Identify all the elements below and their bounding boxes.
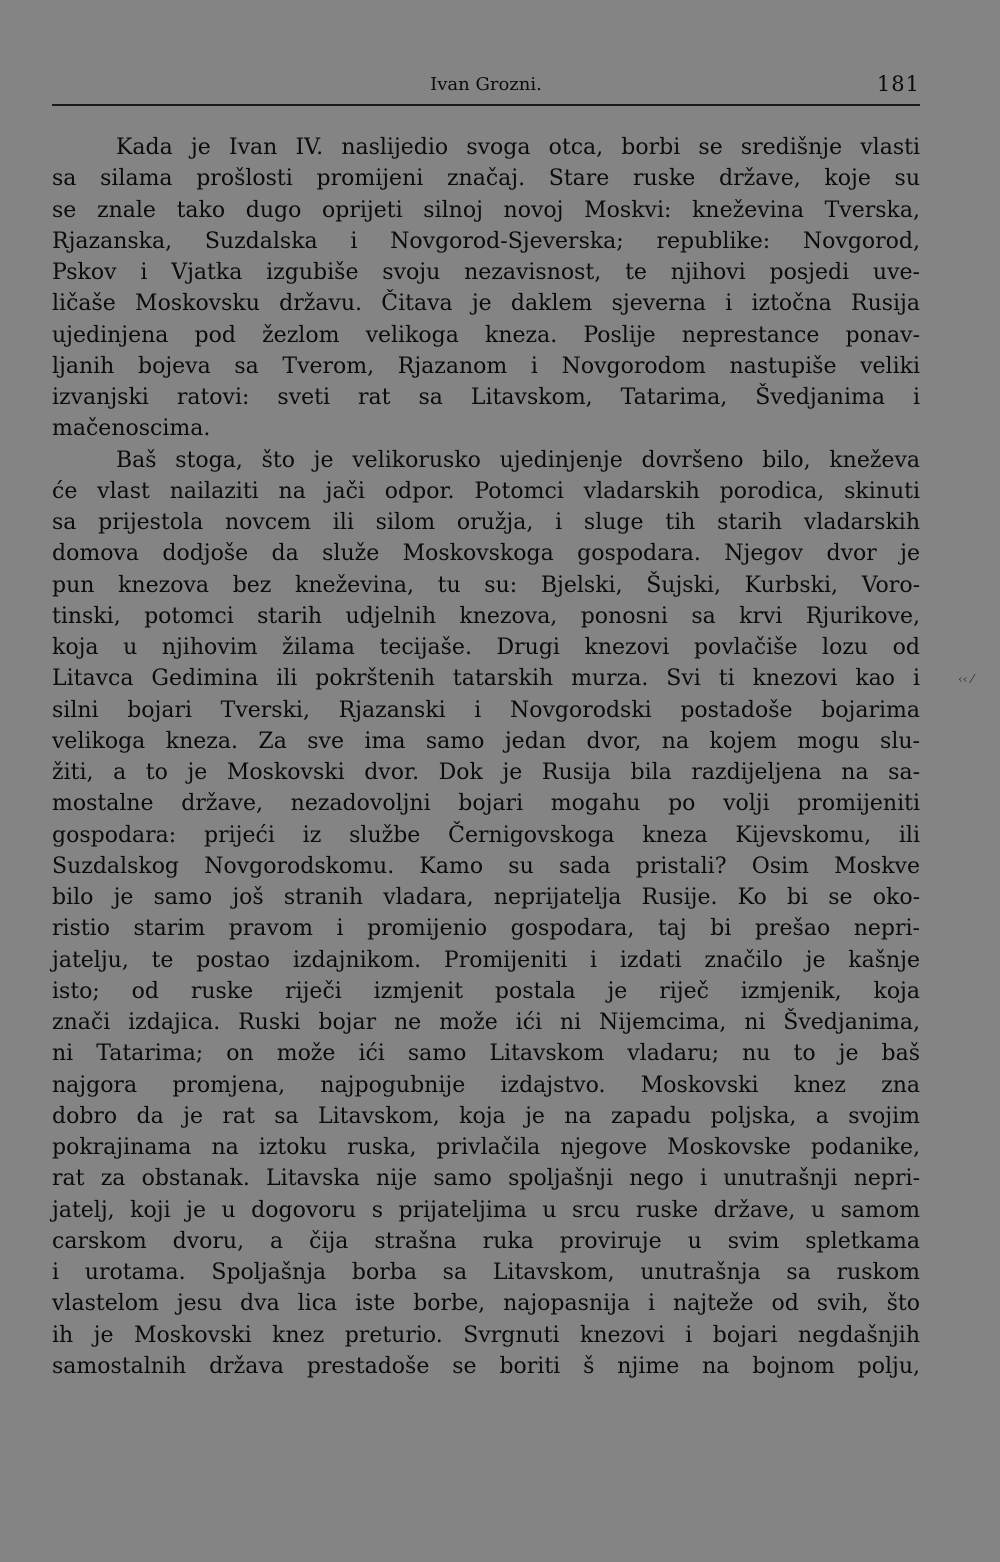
text-line: Suzdalskog Novgorodskomu. Kamo su sada pristali? Osim Moskve <box>52 853 920 879</box>
text-line: jatelju, te postao izdajnikom. Promijeniti i izdati značilo je kašnje <box>52 947 920 973</box>
text-line: isto; od ruske riječi izmjenit postala je riječ izmjenik, koja <box>52 978 920 1004</box>
margin-note: ‹‹ ⁄ <box>958 672 974 686</box>
text-line: ljanih bojeva sa Tverom, Rjazanom i Novgorodom nastupiše veliki <box>52 353 920 379</box>
text-line: bilo je samo još stranih vladara, neprijatelja Rusije. Ko bi se oko- <box>52 885 920 910</box>
text-line: rat za obstanak. Litavska nije samo spoljašnji nego i unutrašnji nepri- <box>52 1166 920 1192</box>
page-header <box>52 66 920 106</box>
text-line: će vlast nailaziti na jači odpor. Potomci vladarskih porodica, skinuti <box>52 478 920 504</box>
text-line: jatelj, koji je u dogovoru s prijateljima u srcu ruske države, u samom <box>52 1197 920 1223</box>
text-line: znači izdajica. Ruski bojar ne može ići ni Nijemcima, ni Švedjanima, <box>52 1010 920 1035</box>
text-line: ristio starim pravom i promijenio gospodara, taj bi prešao nepri- <box>52 916 920 942</box>
text-line: sa silama prošlosti promijeni značaj. Stare ruske države, koje su <box>52 166 920 192</box>
text-line: Litavca Gedimina ili pokrštenih tatarskih murza. Svi ti knezovi kao i <box>52 666 920 692</box>
text-line: Rjazanska, Suzdalska i Novgorod-Sjeverska; republike: Novgorod, <box>52 228 920 254</box>
text-line: silni bojari Tverski, Rjazanski i Novgorodski postadoše bojarima <box>52 697 920 723</box>
text-line: dobro da je rat sa Litavskom, koja je na zapadu poljska, a svojim <box>52 1103 920 1129</box>
text-line: vlastelom jesu dva lica iste borbe, najopasnija i najteže od svih, što <box>52 1291 920 1317</box>
page-number: 181 <box>876 72 920 96</box>
text-line: ni Tatarima; on može ići samo Litavskom vladaru; nu to je baš <box>52 1041 920 1067</box>
text-line: Baš stoga, što je velikorusko ujedinjenje dovršeno bilo, kneževa <box>116 447 920 473</box>
text-line: mostalne države, nezadovoljni bojari mogahu po volji promijeniti <box>52 791 920 817</box>
text-line: žiti, a to je Moskovski dvor. Dok je Rusija bila razdijeljena na sa- <box>52 760 920 785</box>
text-line: i urotama. Spoljašnja borba sa Litavskom, unutrašnja sa ruskom <box>52 1260 920 1285</box>
text-line: sa prijestola novcem ili silom oružja, i sluge tih starih vladarskih <box>52 510 920 535</box>
text-line: gospodara: prijeći iz službe Černigovskoga kneza Kijevskomu, ili <box>52 822 920 848</box>
text-line: se znale tako dugo oprijeti silnoj novoj Moskvi: kneževina Tverska, <box>52 197 920 223</box>
text-line: ličaše Moskovsku državu. Čitava je daklem sjeverna i iztočna Rusija <box>52 291 920 317</box>
text-line: pokrajinama na iztoku ruska, privlačila njegove Moskovske podanike, <box>52 1135 920 1160</box>
text-line: koja u njihovim žilama tecijaše. Drugi knezovi povlačiše lozu od <box>52 635 920 660</box>
text-line: Kada je Ivan IV. naslijedio svoga otca, borbi se središnje vlasti <box>116 135 920 160</box>
text-line: ujedinjena pod žezlom velikoga kneza. Poslije neprestance ponav- <box>52 322 920 348</box>
text-line: pun knezova bez kneževina, tu su: Bjelski, Šujski, Kurbski, Voro- <box>52 572 920 598</box>
text-line: ih je Moskovski knez preturio. Svrgnuti knezovi i bojari negdašnjih <box>52 1322 920 1348</box>
text-line: Pskov i Vjatka izgubiše svoju nezavisnost, te njihovi posjedi uve- <box>52 260 920 285</box>
text-line: izvanjski ratovi: sveti rat sa Litavskom, Tatarima, Švedjanima i <box>52 385 920 410</box>
text-line: mačenoscima. <box>52 416 211 442</box>
running-title: Ivan Grozni. <box>430 74 542 95</box>
text-line: tinski, potomci starih udjelnih knezova, ponosni sa krvi Rjurikove, <box>52 603 920 629</box>
body-text <box>52 132 920 1382</box>
header-rule <box>52 104 920 106</box>
text-line: velikoga kneza. Za sve ima samo jedan dvor, na kojem mogu slu- <box>52 728 920 754</box>
text-line: carskom dvoru, a čija strašna ruka proviruje u svim spletkama <box>52 1228 920 1254</box>
text-line: samostalnih država prestadoše se boriti š njime na bojnom polju, <box>52 1353 920 1379</box>
text-line: domova dodjoše da služe Moskovskoga gospodara. Njegov dvor je <box>52 541 920 567</box>
text-line: najgora promjena, najpogubnije izdajstvo. Moskovski knez zna <box>52 1072 920 1098</box>
